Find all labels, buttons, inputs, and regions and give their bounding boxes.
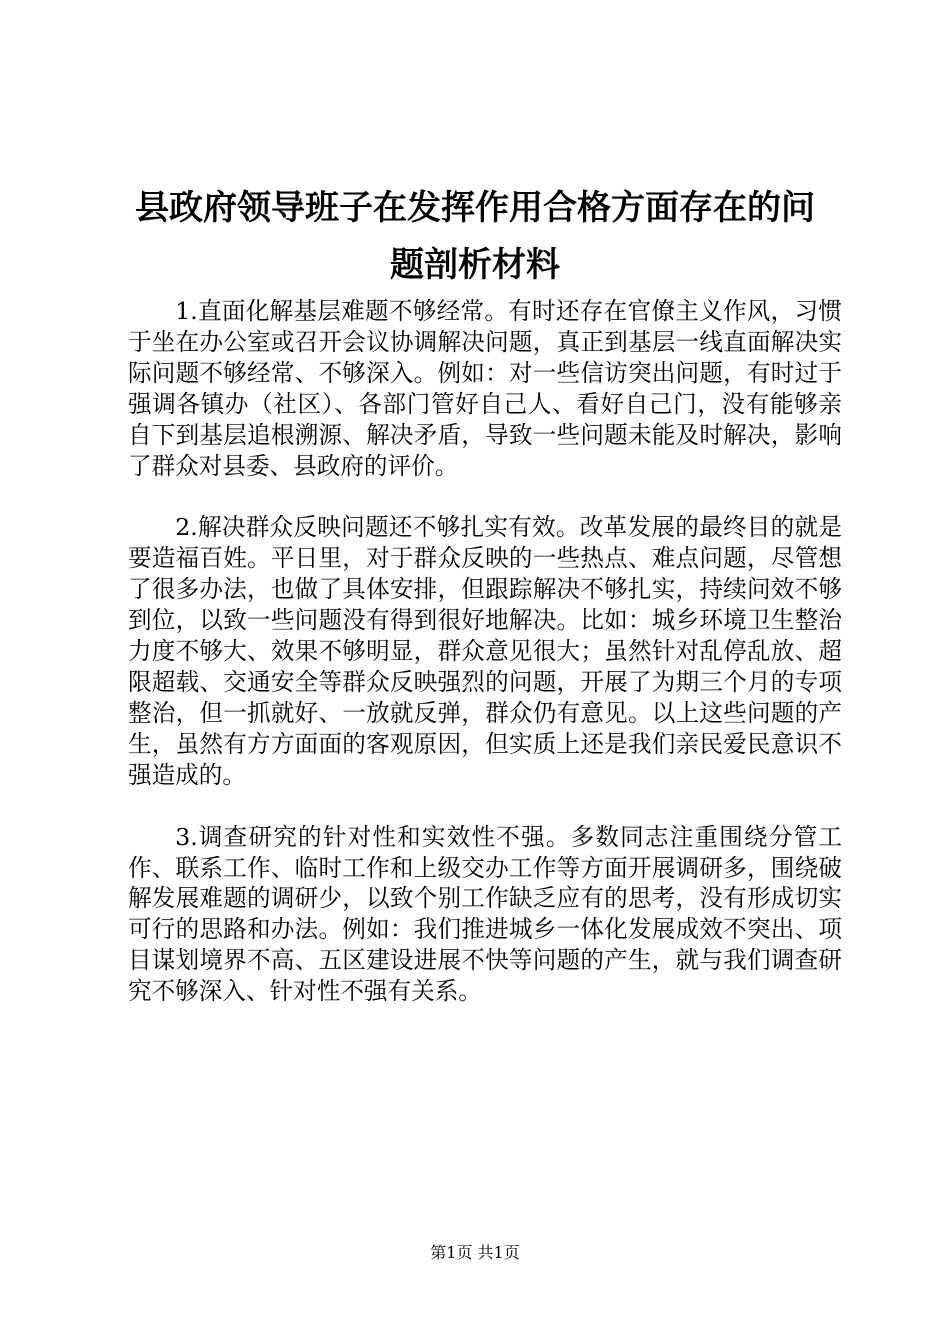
paragraph-3: 3.调查研究的针对性和实效性不强。多数同志注重围绕分管工作、联系工作、临时工作和上级交办工作等方面开展调研多，围绕破解发展难题的调研少，以致个别工作缺乏应有的思考，没有形成切实可行的思路和办法。例如：我们推进城乡一体化发展成效不突出、项目谋划境界不高、五区建设进展不快等问题的产生，就与我们调查研究不够深入、针对性不强有关系。 [128, 822, 842, 1006]
page-footer: 第1页 共1页 [430, 1243, 520, 1262]
paragraph-1: 1.直面化解基层难题不够经常。有时还存在官僚主义作风，习惯于坐在办公室或召开会议协调解决问题，真正到基层一线直面解决实际问题不够经常、不够深入。例如：对一些信访突出问题，有时过于强调各镇办（社区）、各部门管好自己人、看好自己门，没有能够亲自下到基层追根溯源、解决矛盾，导致一些问题未能及时解决，影响了群众对县委、县政府的评价。 [128, 297, 842, 480]
document-title: 县政府领导班子在发挥作用合格方面存在的问题剖析材料 [135, 188, 815, 285]
paragraph-2: 2.解决群众反映问题还不够扎实有效。改革发展的最终目的就是要造福百姓。平日里，对于群众反映的一些热点、难点问题，尽管想了很多办法，也做了具体安排，但跟踪解决不够扎实，持续问效不够到位，以致一些问题没有得到很好地解决。比如：城乡环境卫生整治力度不够大、效果不够明显，群众意见很大；虽然针对乱停乱放、超限超载、交通安全等群众反映强烈的问题，开展了为期三个月的专项整治，但一抓就好、一放就反弹，群众仍有意见。以上这些问题的产生，虽然有方方面面的客观原因，但实质上还是我们亲民爱民意识不强造成的。 [128, 513, 842, 789]
document-body [128, 296, 842, 1038]
